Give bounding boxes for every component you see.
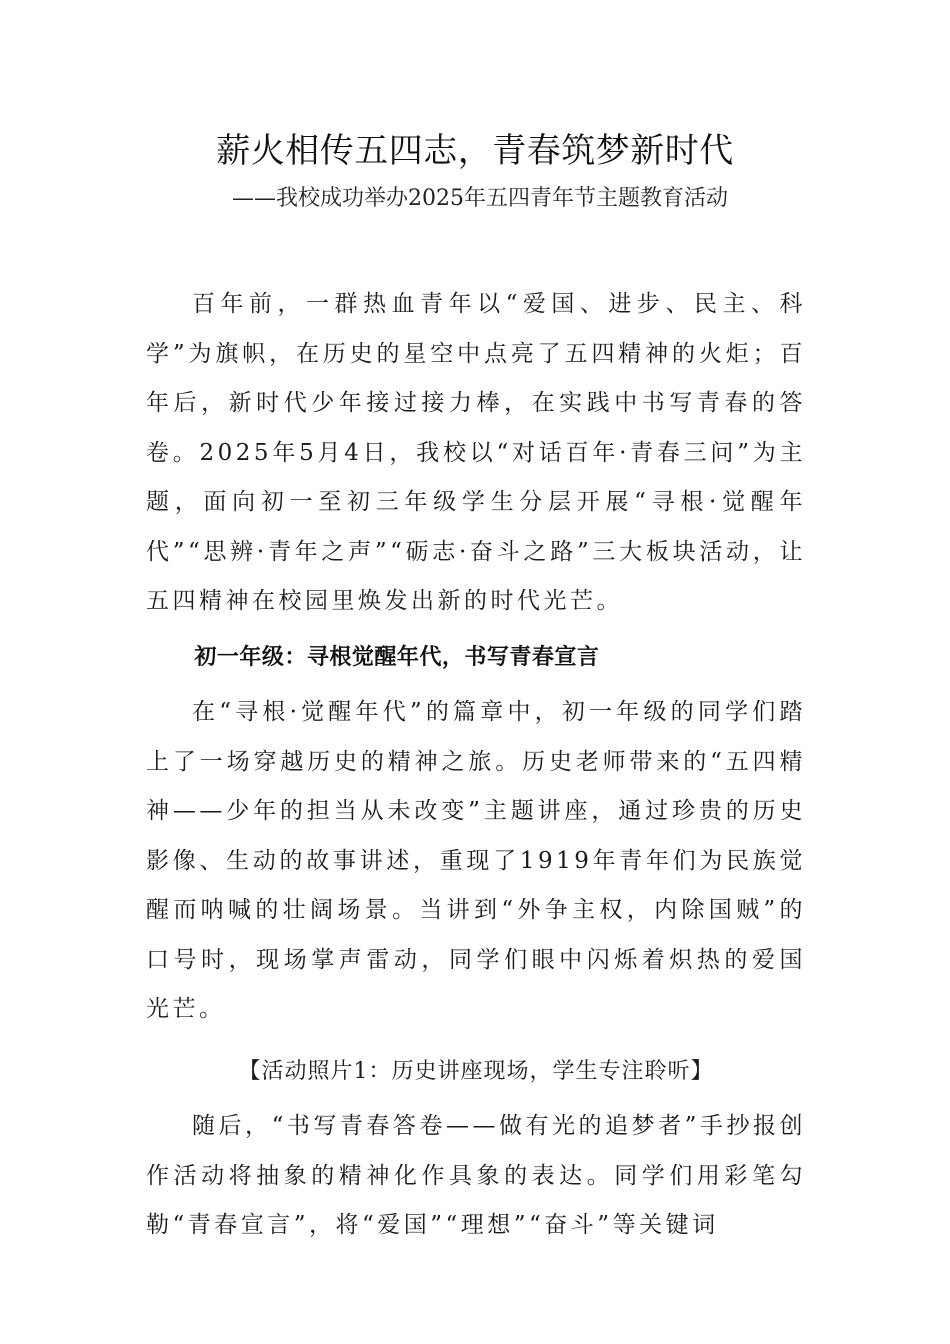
article-subtitle: ——我校成功举办2025年五四青年节主题教育活动 (232, 186, 728, 211)
photo-caption: 【活动照片1：历史讲座现场，学生专注聆听】 (238, 1058, 714, 1084)
continuation-paragraph: 随后，“书写青春答卷——做有光的追梦者”手抄报创作活动将抽象的精神化作具象的表达。同学们用彩笔勾勒“青春宣言”，将“爱国”“理想”“奋斗”等关键词 (146, 1113, 806, 1238)
section-paragraph: 在“寻根·觉醒年代”的篇章中，初一年级的同学们踏上了一场穿越历史的精神之旅。历史老师带来的“五四精神——少年的担当从未改变”主题讲座，通过珍贵的历史影像、生动的故事讲述，重现了1919年青年们为民族觉醒而呐喊的壮阔场景。当讲到“外争主权，内除国贼”的口号时，现场掌声雷动，同学们眼中闪烁着炽热的爱国光芒。 (146, 699, 806, 1022)
article-title: 薪火相传五四志，青春筑梦新时代 (216, 131, 734, 171)
section-heading: 初一年级：寻根觉醒年代，书写青春宣言 (194, 644, 600, 670)
intro-paragraph: 百年前，一群热血青年以“爱国、进步、民主、科学”为旗帜，在历史的星空中点亮了五四精神的火炬；百年后，新时代少年接过接力棒，在实践中书写青春的答卷。2025年5月4日，我校以“对话百年·青春三问”为主题，面向初一至初三年级学生分层开展“寻根·觉醒年代”“思辨·青年之声”“砺志·奋斗之路”三大板块活动，让五四精神在校园里焕发出新的时代光芒。 (146, 291, 806, 614)
article-body (146, 280, 806, 1251)
